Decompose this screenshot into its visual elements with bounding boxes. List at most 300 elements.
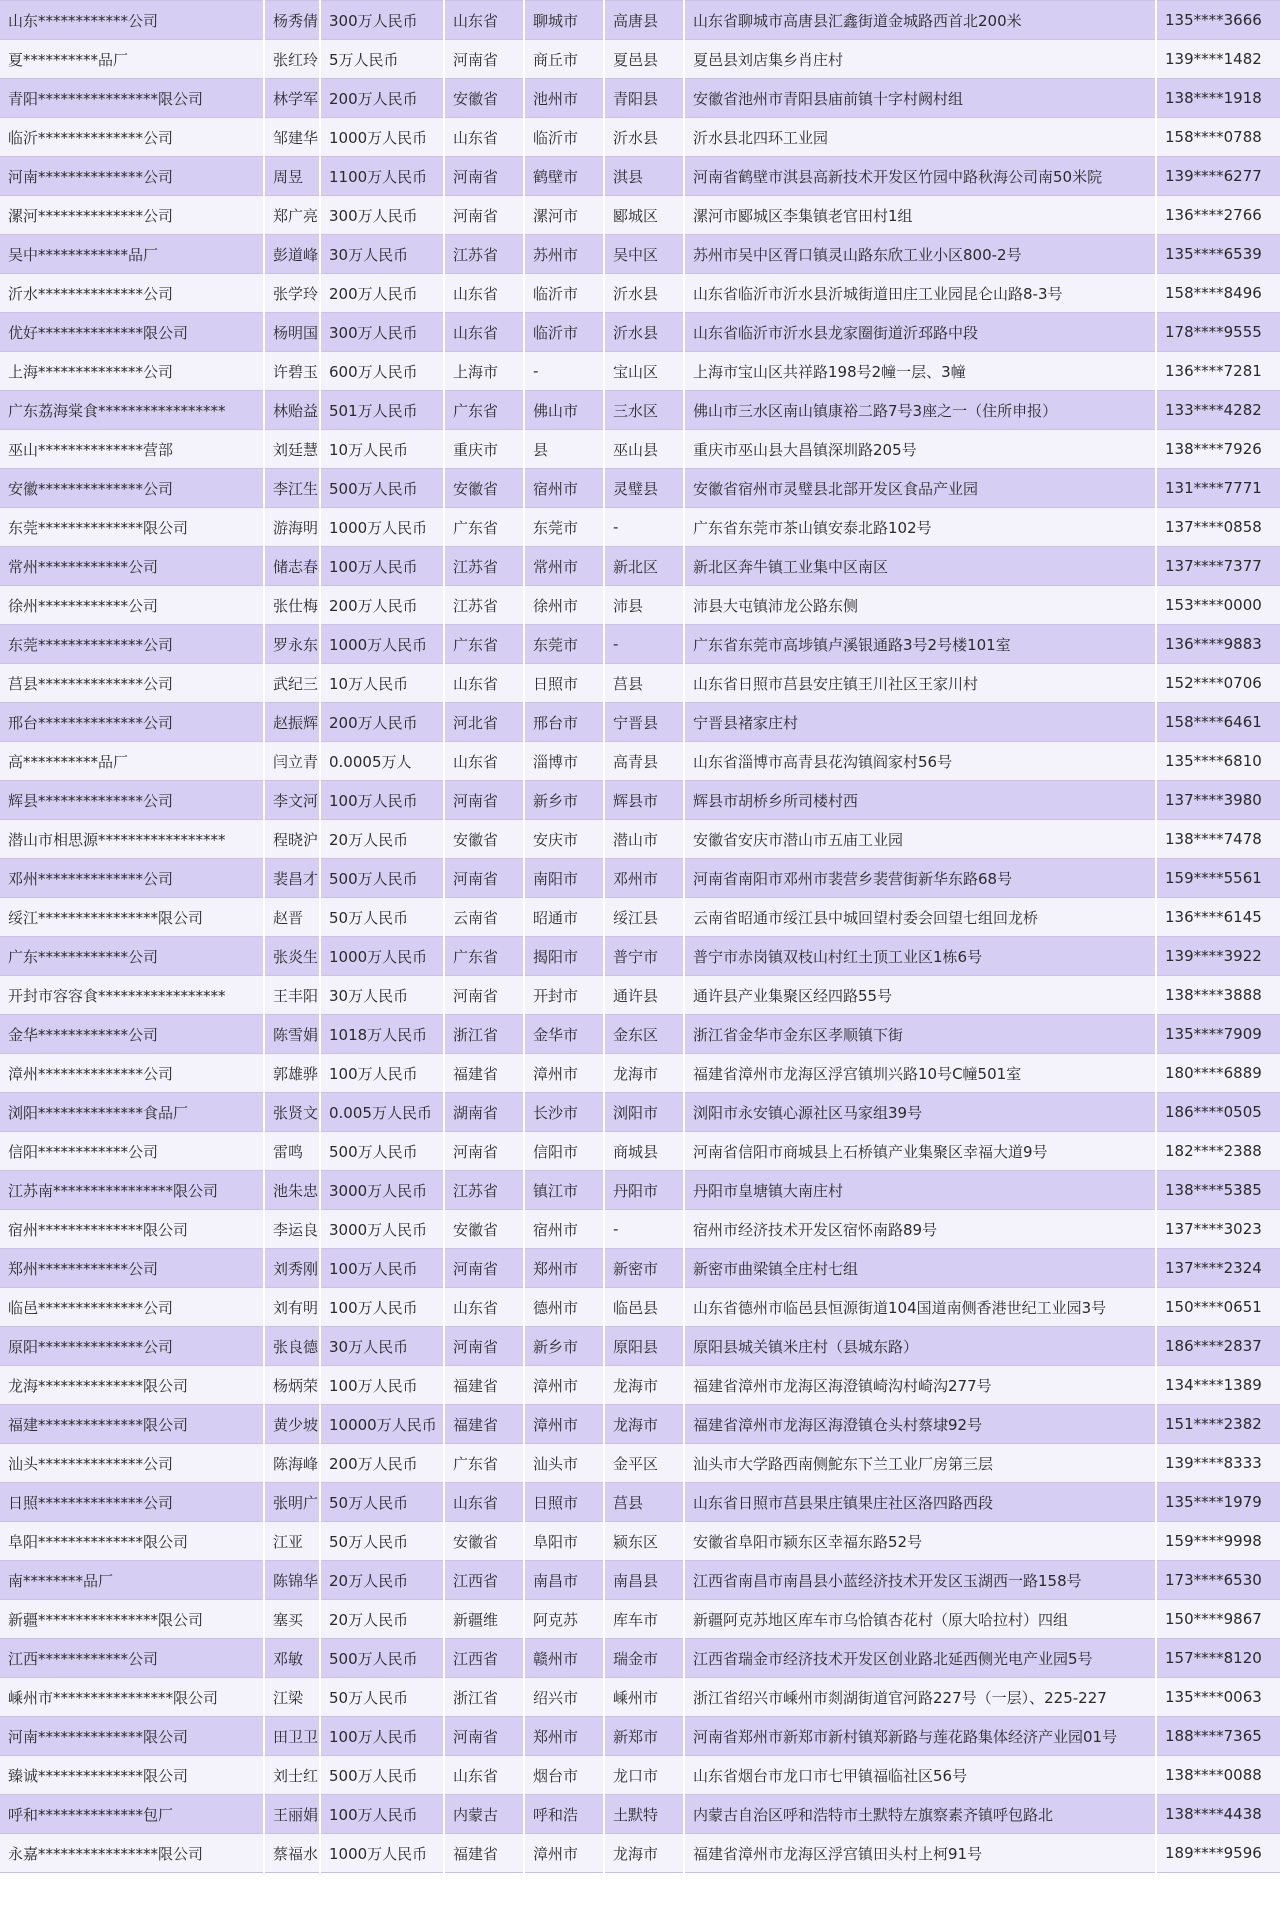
city-cell: 郑州市 (524, 1717, 604, 1756)
address-cell: 佛山市三水区南山镇康裕二路7号3座之一（住所申报） (684, 391, 1156, 430)
district-cell: 巫山县 (604, 430, 684, 469)
table-row (0, 469, 1280, 508)
province-cell: 福建省 (444, 1054, 524, 1093)
legal-rep-cell: 杨明国 (264, 313, 320, 352)
province-cell: 河南省 (444, 859, 524, 898)
phone-cell: 138****0088 (1156, 1756, 1280, 1795)
capital-cell: 1000万人民币 (320, 1834, 444, 1873)
city-cell: 呼和浩 (524, 1795, 604, 1834)
address-cell: 沂水县北四环工业园 (684, 118, 1156, 157)
address-cell: 江西省南昌市南昌县小蓝经济技术开发区玉湖西一路158号 (684, 1561, 1156, 1600)
table-row (0, 157, 1280, 196)
phone-cell: 159****5561 (1156, 859, 1280, 898)
district-cell: 夏邑县 (604, 40, 684, 79)
legal-rep-cell: 杨秀倩 (264, 1, 320, 40)
table-row (0, 1015, 1280, 1054)
city-cell: 县 (524, 430, 604, 469)
phone-cell: 137****3023 (1156, 1210, 1280, 1249)
capital-cell: 50万人民币 (320, 1522, 444, 1561)
phone-cell: 139****3922 (1156, 937, 1280, 976)
legal-rep-cell: 裴昌才 (264, 859, 320, 898)
company-name-cell: 辉县**************公司 (0, 781, 264, 820)
address-cell: 浏阳市永安镇心源社区马家组39号 (684, 1093, 1156, 1132)
address-cell: 河南省鹤壁市淇县高新技术开发区竹园中路秋海公司南50米院 (684, 157, 1156, 196)
address-cell: 山东省聊城市高唐县汇鑫街道金城路西首北200米 (684, 1, 1156, 40)
phone-cell: 138****4438 (1156, 1795, 1280, 1834)
company-name-cell: 优好**************限公司 (0, 313, 264, 352)
city-cell: 南昌市 (524, 1561, 604, 1600)
phone-cell: 133****4282 (1156, 391, 1280, 430)
phone-cell: 135****7909 (1156, 1015, 1280, 1054)
city-cell: 汕头市 (524, 1444, 604, 1483)
table-row (0, 937, 1280, 976)
address-cell: 原阳县城关镇米庄村（县城东路） (684, 1327, 1156, 1366)
city-cell: 临沂市 (524, 274, 604, 313)
address-cell: 汕头市大学路西南侧鮀东下兰工业厂房第三层 (684, 1444, 1156, 1483)
address-cell: 福建省漳州市龙海区浮宫镇田头村上柯91号 (684, 1834, 1156, 1873)
table-row (0, 1288, 1280, 1327)
city-cell: - (524, 352, 604, 391)
province-cell: 河北省 (444, 703, 524, 742)
district-cell: 灵璧县 (604, 469, 684, 508)
company-name-cell: 永嘉****************限公司 (0, 1834, 264, 1873)
company-name-cell: 莒县**************公司 (0, 664, 264, 703)
phone-cell: 158****0788 (1156, 118, 1280, 157)
phone-cell: 139****8333 (1156, 1444, 1280, 1483)
table-row (0, 1561, 1280, 1600)
city-cell: 南阳市 (524, 859, 604, 898)
city-cell: 常州市 (524, 547, 604, 586)
city-cell: 漯河市 (524, 196, 604, 235)
legal-rep-cell: 张明广 (264, 1483, 320, 1522)
phone-cell: 137****3980 (1156, 781, 1280, 820)
legal-rep-cell: 李文河 (264, 781, 320, 820)
capital-cell: 3000万人民币 (320, 1210, 444, 1249)
legal-rep-cell: 林学军 (264, 79, 320, 118)
company-name-cell: 信阳************公司 (0, 1132, 264, 1171)
city-cell: 德州市 (524, 1288, 604, 1327)
district-cell: - (604, 625, 684, 664)
table-row (0, 196, 1280, 235)
company-name-cell: 上海**************公司 (0, 352, 264, 391)
address-cell: 安徽省池州市青阳县庙前镇十字村阙村组 (684, 79, 1156, 118)
capital-cell: 10000万人民币 (320, 1405, 444, 1444)
table-row (0, 1717, 1280, 1756)
province-cell: 山东省 (444, 1483, 524, 1522)
company-name-cell: 漯河**************公司 (0, 196, 264, 235)
capital-cell: 500万人民币 (320, 1756, 444, 1795)
capital-cell: 1000万人民币 (320, 625, 444, 664)
table-row (0, 664, 1280, 703)
province-cell: 江苏省 (444, 235, 524, 274)
table-row (0, 1093, 1280, 1132)
city-cell: 新乡市 (524, 781, 604, 820)
table-row (0, 1795, 1280, 1834)
district-cell: - (604, 508, 684, 547)
address-cell: 云南省昭通市绥江县中城回望村委会回望七组回龙桥 (684, 898, 1156, 937)
legal-rep-cell: 张学玲 (264, 274, 320, 313)
phone-cell: 139****1482 (1156, 40, 1280, 79)
address-cell: 福建省漳州市龙海区海澄镇崎沟村崎沟277号 (684, 1366, 1156, 1405)
company-name-cell: 日照**************公司 (0, 1483, 264, 1522)
company-name-cell: 邢台**************公司 (0, 703, 264, 742)
district-cell: 莒县 (604, 1483, 684, 1522)
company-name-cell: 安徽**************公司 (0, 469, 264, 508)
city-cell: 信阳市 (524, 1132, 604, 1171)
table-row (0, 118, 1280, 157)
city-cell: 漳州市 (524, 1834, 604, 1873)
company-name-cell: 嵊州市****************限公司 (0, 1678, 264, 1717)
address-cell: 山东省临沂市沂水县沂城街道田庄工业园昆仑山路8-3号 (684, 274, 1156, 313)
district-cell: 龙海市 (604, 1366, 684, 1405)
company-name-cell: 新疆****************限公司 (0, 1600, 264, 1639)
phone-cell: 139****6277 (1156, 157, 1280, 196)
table-row (0, 430, 1280, 469)
city-cell: 淄博市 (524, 742, 604, 781)
capital-cell: 200万人民币 (320, 1444, 444, 1483)
city-cell: 安庆市 (524, 820, 604, 859)
province-cell: 山东省 (444, 742, 524, 781)
province-cell: 江苏省 (444, 586, 524, 625)
address-cell: 丹阳市皇塘镇大南庄村 (684, 1171, 1156, 1210)
capital-cell: 20万人民币 (320, 820, 444, 859)
province-cell: 安徽省 (444, 79, 524, 118)
address-cell: 山东省临沂市沂水县龙家圈街道沂邳路中段 (684, 313, 1156, 352)
district-cell: 新郑市 (604, 1717, 684, 1756)
district-cell: 沂水县 (604, 118, 684, 157)
company-name-cell: 东莞**************公司 (0, 625, 264, 664)
capital-cell: 300万人民币 (320, 313, 444, 352)
company-name-cell: 阜阳**************限公司 (0, 1522, 264, 1561)
table-row (0, 1756, 1280, 1795)
city-cell: 烟台市 (524, 1756, 604, 1795)
company-name-cell: 徐州************公司 (0, 586, 264, 625)
company-name-cell: 宿州**************限公司 (0, 1210, 264, 1249)
company-name-cell: 临沂**************公司 (0, 118, 264, 157)
province-cell: 江西省 (444, 1561, 524, 1600)
phone-cell: 135****3666 (1156, 1, 1280, 40)
legal-rep-cell: 田卫卫 (264, 1717, 320, 1756)
district-cell: 龙海市 (604, 1405, 684, 1444)
province-cell: 广东省 (444, 937, 524, 976)
province-cell: 河南省 (444, 1249, 524, 1288)
city-cell: 赣州市 (524, 1639, 604, 1678)
company-name-cell: 开封市容容食***************** (0, 976, 264, 1015)
legal-rep-cell: 雷鸣 (264, 1132, 320, 1171)
address-cell: 山东省淄博市高青县花沟镇阎家村56号 (684, 742, 1156, 781)
legal-rep-cell: 张炎生 (264, 937, 320, 976)
district-cell: - (604, 1210, 684, 1249)
legal-rep-cell: 张贤文 (264, 1093, 320, 1132)
district-cell: 颍东区 (604, 1522, 684, 1561)
legal-rep-cell: 李运良 (264, 1210, 320, 1249)
city-cell: 鹤壁市 (524, 157, 604, 196)
legal-rep-cell: 赵振辉 (264, 703, 320, 742)
capital-cell: 0.005万人民币 (320, 1093, 444, 1132)
address-cell: 沛县大屯镇沛龙公路东侧 (684, 586, 1156, 625)
table-row (0, 391, 1280, 430)
capital-cell: 1000万人民币 (320, 508, 444, 547)
district-cell: 丹阳市 (604, 1171, 684, 1210)
company-name-cell: 常州************公司 (0, 547, 264, 586)
province-cell: 河南省 (444, 976, 524, 1015)
table-row (0, 703, 1280, 742)
legal-rep-cell: 邓敏 (264, 1639, 320, 1678)
table-row (0, 898, 1280, 937)
legal-rep-cell: 罗永东 (264, 625, 320, 664)
table-row (0, 1249, 1280, 1288)
province-cell: 广东省 (444, 508, 524, 547)
company-name-cell: 郑州************公司 (0, 1249, 264, 1288)
company-name-cell: 呼和**************包厂 (0, 1795, 264, 1834)
company-name-cell: 潜山市相思源***************** (0, 820, 264, 859)
company-name-cell: 江苏南****************限公司 (0, 1171, 264, 1210)
legal-rep-cell: 程晓沪 (264, 820, 320, 859)
province-cell: 河南省 (444, 196, 524, 235)
province-cell: 山东省 (444, 313, 524, 352)
address-cell: 安徽省阜阳市颍东区幸福东路52号 (684, 1522, 1156, 1561)
city-cell: 漳州市 (524, 1366, 604, 1405)
address-cell: 新疆阿克苏地区库车市乌恰镇杏花村（原大哈拉村）四组 (684, 1600, 1156, 1639)
district-cell: 浏阳市 (604, 1093, 684, 1132)
table-row (0, 1483, 1280, 1522)
company-name-cell: 临邑**************公司 (0, 1288, 264, 1327)
address-cell: 山东省日照市莒县果庄镇果庄社区洛四路西段 (684, 1483, 1156, 1522)
legal-rep-cell: 武纪三 (264, 664, 320, 703)
address-cell: 夏邑县刘店集乡肖庄村 (684, 40, 1156, 79)
city-cell: 镇江市 (524, 1171, 604, 1210)
legal-rep-cell: 郭雄骅 (264, 1054, 320, 1093)
address-cell: 通许县产业集聚区经四路55号 (684, 976, 1156, 1015)
capital-cell: 5万人民币 (320, 40, 444, 79)
company-name-cell: 福建**************限公司 (0, 1405, 264, 1444)
city-cell: 聊城市 (524, 1, 604, 40)
province-cell: 福建省 (444, 1405, 524, 1444)
company-name-cell: 吴中************品厂 (0, 235, 264, 274)
province-cell: 新疆维 (444, 1600, 524, 1639)
district-cell: 龙口市 (604, 1756, 684, 1795)
company-name-cell: 绥江****************限公司 (0, 898, 264, 937)
table-row (0, 1444, 1280, 1483)
city-cell: 徐州市 (524, 586, 604, 625)
province-cell: 福建省 (444, 1366, 524, 1405)
city-cell: 昭通市 (524, 898, 604, 937)
district-cell: 潜山市 (604, 820, 684, 859)
address-cell: 上海市宝山区共祥路198号2幢一层、3幢 (684, 352, 1156, 391)
company-name-cell: 巫山**************营部 (0, 430, 264, 469)
address-cell: 福建省漳州市龙海区海澄镇仓头村蔡埭92号 (684, 1405, 1156, 1444)
table-row (0, 859, 1280, 898)
district-cell: 高青县 (604, 742, 684, 781)
district-cell: 沂水县 (604, 274, 684, 313)
table-row (0, 820, 1280, 859)
province-cell: 山东省 (444, 1288, 524, 1327)
legal-rep-cell: 陈锦华 (264, 1561, 320, 1600)
address-cell: 广东省东莞市茶山镇安泰北路102号 (684, 508, 1156, 547)
phone-cell: 136****9883 (1156, 625, 1280, 664)
legal-rep-cell: 塞买 (264, 1600, 320, 1639)
company-name-cell: 臻诚**************限公司 (0, 1756, 264, 1795)
district-cell: 嵊州市 (604, 1678, 684, 1717)
address-cell: 山东省日照市莒县安庄镇王川社区王家川村 (684, 664, 1156, 703)
address-cell: 重庆市巫山县大昌镇深圳路205号 (684, 430, 1156, 469)
address-cell: 河南省郑州市新郑市新村镇郑新路与莲花路集体经济产业园01号 (684, 1717, 1156, 1756)
capital-cell: 100万人民币 (320, 547, 444, 586)
address-cell: 山东省烟台市龙口市七甲镇福临社区56号 (684, 1756, 1156, 1795)
province-cell: 山东省 (444, 664, 524, 703)
address-cell: 广东省东莞市高埗镇卢溪银通路3号2号楼101室 (684, 625, 1156, 664)
district-cell: 龙海市 (604, 1054, 684, 1093)
province-cell: 浙江省 (444, 1678, 524, 1717)
district-cell: 沛县 (604, 586, 684, 625)
district-cell: 新北区 (604, 547, 684, 586)
capital-cell: 300万人民币 (320, 196, 444, 235)
legal-rep-cell: 陈雪娟 (264, 1015, 320, 1054)
province-cell: 重庆市 (444, 430, 524, 469)
company-name-cell: 原阳**************公司 (0, 1327, 264, 1366)
table-row (0, 625, 1280, 664)
capital-cell: 20万人民币 (320, 1561, 444, 1600)
city-cell: 佛山市 (524, 391, 604, 430)
legal-rep-cell: 张仕梅 (264, 586, 320, 625)
capital-cell: 100万人民币 (320, 1717, 444, 1756)
table-row (0, 742, 1280, 781)
phone-cell: 152****0706 (1156, 664, 1280, 703)
legal-rep-cell: 游海明 (264, 508, 320, 547)
district-cell: 南昌县 (604, 1561, 684, 1600)
district-cell: 沂水县 (604, 313, 684, 352)
phone-cell: 158****6461 (1156, 703, 1280, 742)
company-name-cell: 金华************公司 (0, 1015, 264, 1054)
table-body (0, 1, 1280, 1873)
table-row (0, 1171, 1280, 1210)
table-row (0, 1210, 1280, 1249)
city-cell: 金华市 (524, 1015, 604, 1054)
city-cell: 日照市 (524, 1483, 604, 1522)
company-name-cell: 青阳****************限公司 (0, 79, 264, 118)
company-name-cell: 广东荔海棠食***************** (0, 391, 264, 430)
capital-cell: 100万人民币 (320, 1795, 444, 1834)
address-cell: 普宁市赤岗镇双枝山村红土顶工业区1栋6号 (684, 937, 1156, 976)
legal-rep-cell: 陈海峰 (264, 1444, 320, 1483)
address-cell: 安徽省宿州市灵璧县北部开发区食品产业园 (684, 469, 1156, 508)
province-cell: 内蒙古 (444, 1795, 524, 1834)
district-cell: 普宁市 (604, 937, 684, 976)
province-cell: 湖南省 (444, 1093, 524, 1132)
legal-rep-cell: 林贻益 (264, 391, 320, 430)
address-cell: 宿州市经济技术开发区宿怀南路89号 (684, 1210, 1156, 1249)
company-name-cell: 南********品厂 (0, 1561, 264, 1600)
legal-rep-cell: 刘有明 (264, 1288, 320, 1327)
company-name-cell: 河南**************限公司 (0, 1717, 264, 1756)
capital-cell: 3000万人民币 (320, 1171, 444, 1210)
province-cell: 广东省 (444, 625, 524, 664)
address-cell: 江西省瑞金市经济技术开发区创业路北延西侧光电产业园5号 (684, 1639, 1156, 1678)
city-cell: 商丘市 (524, 40, 604, 79)
capital-cell: 200万人民币 (320, 703, 444, 742)
phone-cell: 189****9596 (1156, 1834, 1280, 1873)
table-row (0, 547, 1280, 586)
legal-rep-cell: 池朱忠 (264, 1171, 320, 1210)
province-cell: 江苏省 (444, 547, 524, 586)
district-cell: 三水区 (604, 391, 684, 430)
province-cell: 浙江省 (444, 1015, 524, 1054)
province-cell: 山东省 (444, 1, 524, 40)
province-cell: 广东省 (444, 1444, 524, 1483)
legal-rep-cell: 张红玲 (264, 40, 320, 79)
district-cell: 龙海市 (604, 1834, 684, 1873)
capital-cell: 100万人民币 (320, 781, 444, 820)
legal-rep-cell: 蔡福水 (264, 1834, 320, 1873)
legal-rep-cell: 刘秀刚 (264, 1249, 320, 1288)
district-cell: 原阳县 (604, 1327, 684, 1366)
table-row (0, 1678, 1280, 1717)
phone-cell: 178****9555 (1156, 313, 1280, 352)
legal-rep-cell: 闫立青 (264, 742, 320, 781)
district-cell: 宝山区 (604, 352, 684, 391)
district-cell: 金东区 (604, 1015, 684, 1054)
city-cell: 阜阳市 (524, 1522, 604, 1561)
city-cell: 苏州市 (524, 235, 604, 274)
capital-cell: 100万人民币 (320, 1054, 444, 1093)
province-cell: 福建省 (444, 1834, 524, 1873)
table-row (0, 1405, 1280, 1444)
district-cell: 青阳县 (604, 79, 684, 118)
district-cell: 邓州市 (604, 859, 684, 898)
city-cell: 阿克苏 (524, 1600, 604, 1639)
company-name-cell: 高**********品厂 (0, 742, 264, 781)
address-cell: 河南省信阳市商城县上石桥镇产业集聚区幸福大道9号 (684, 1132, 1156, 1171)
phone-cell: 136****6145 (1156, 898, 1280, 937)
province-cell: 河南省 (444, 1132, 524, 1171)
phone-cell: 138****7478 (1156, 820, 1280, 859)
address-cell: 安徽省安庆市潜山市五庙工业园 (684, 820, 1156, 859)
legal-rep-cell: 刘士红 (264, 1756, 320, 1795)
capital-cell: 300万人民币 (320, 1, 444, 40)
phone-cell: 135****1979 (1156, 1483, 1280, 1522)
table-row (0, 79, 1280, 118)
company-name-cell: 沂水**************公司 (0, 274, 264, 313)
province-cell: 云南省 (444, 898, 524, 937)
district-cell: 通许县 (604, 976, 684, 1015)
capital-cell: 50万人民币 (320, 1483, 444, 1522)
address-cell: 浙江省金华市金东区孝顺镇下街 (684, 1015, 1156, 1054)
phone-cell: 136****7281 (1156, 352, 1280, 391)
phone-cell: 157****8120 (1156, 1639, 1280, 1678)
capital-cell: 500万人民币 (320, 469, 444, 508)
city-cell: 开封市 (524, 976, 604, 1015)
province-cell: 安徽省 (444, 1522, 524, 1561)
phone-cell: 138****1918 (1156, 79, 1280, 118)
company-name-cell: 夏**********品厂 (0, 40, 264, 79)
table-row (0, 508, 1280, 547)
city-cell: 临沂市 (524, 118, 604, 157)
legal-rep-cell: 杨炳荣 (264, 1366, 320, 1405)
city-cell: 宿州市 (524, 1210, 604, 1249)
phone-cell: 137****2324 (1156, 1249, 1280, 1288)
province-cell: 河南省 (444, 157, 524, 196)
phone-cell: 138****3888 (1156, 976, 1280, 1015)
capital-cell: 20万人民币 (320, 1600, 444, 1639)
address-cell: 福建省漳州市龙海区浮宫镇圳兴路10号C幢501室 (684, 1054, 1156, 1093)
phone-cell: 159****9998 (1156, 1522, 1280, 1561)
phone-cell: 151****2382 (1156, 1405, 1280, 1444)
phone-cell: 134****1389 (1156, 1366, 1280, 1405)
company-name-cell: 江西************公司 (0, 1639, 264, 1678)
address-cell: 新密市曲梁镇全庄村七组 (684, 1249, 1156, 1288)
table-row (0, 1, 1280, 40)
table-row (0, 1132, 1280, 1171)
